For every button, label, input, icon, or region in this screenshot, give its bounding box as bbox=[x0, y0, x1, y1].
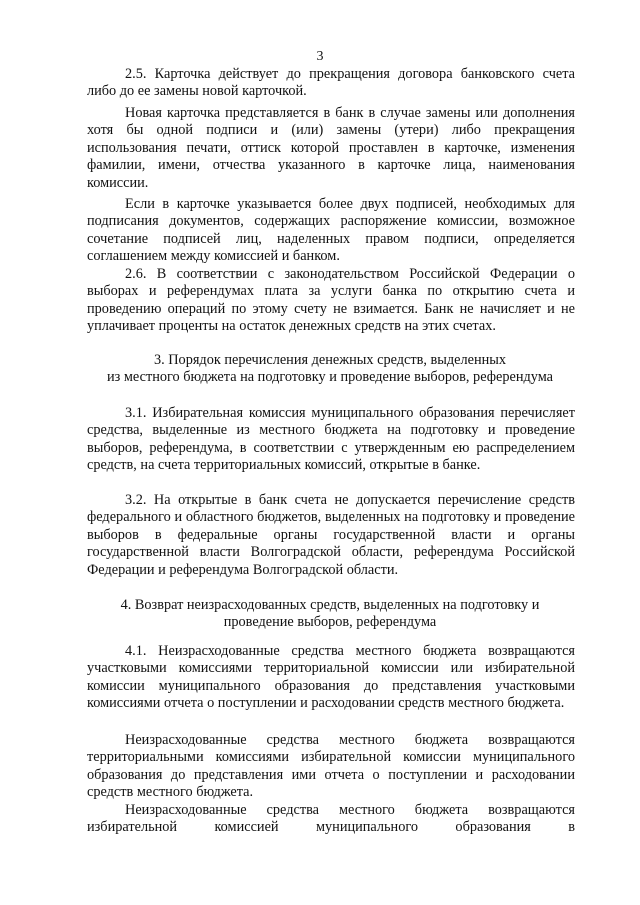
section-3-heading bbox=[80, 352, 580, 387]
paragraph-last-line2: избирательной комиссией муниципального образования в bbox=[87, 819, 575, 835]
section-4-heading-line1: 4. Возврат неизрасходованных средств, выделенных на подготовку и bbox=[120, 597, 540, 613]
paragraph-signatures: Если в карточке указывается более двух подписей, необходимых для подписания документов, содержащих распоряжение комиссии, возможное сочетание подписей лиц, наделенных правом подписи, определяется соглашением между комиссией и банком. bbox=[87, 196, 575, 265]
section-4-heading-line2: проведение выборов, референдума bbox=[223, 614, 437, 631]
section-3-heading-line1: 3. Порядок перечисления денежных средств, выделенных bbox=[153, 352, 507, 368]
paragraph-new-card: Новая карточка представляется в банк в случае замены или дополнения хотя бы одной подписи и (или) замены (утери) либо прекращения использования печати, оттиск которой проставлен в карточке, изменения фамилии, имени, отчества указанного в карточке лица, наименования комиссии. bbox=[87, 105, 575, 191]
paragraph-2-5: 2.5. Карточка действует до прекращения договора банковского счета либо до ее замены новой карточкой. bbox=[87, 66, 575, 100]
paragraph-territorial: Неизрасходованные средства местного бюджета возвращаются территориальными комиссиями избирательной комиссии муниципального образования до представления ими отчета о поступлении и расходовании средств местного бюджета. bbox=[87, 732, 575, 801]
section-3-heading-line2: из местного бюджета на подготовку и проведение выборов, референдума bbox=[106, 369, 554, 386]
paragraph-last-line1: Неизрасходованные средства местного бюджета возвращаются bbox=[125, 802, 575, 818]
paragraph-3-1: 3.1. Избирательная комиссия муниципального образования перечисляет средства, выделенные из местного бюджета на подготовку и проведение выборов, референдума, в соответствии с утвержденным ею распределением средств, на счета территориальных комиссий, открытые в банке. bbox=[87, 405, 575, 474]
paragraph-2-6: 2.6. В соответствии с законодательством Российской Федерации о выборах и референдумах плата за услуги банка по открытию счета и проведению операций по этому счету не взимается. Банк не начисляет и не уплачивает проценты на остаток денежных средств на этих счетах. bbox=[87, 266, 575, 335]
paragraph-3-2: 3.2. На открытые в банк счета не допускается перечисление средств федерального и областного бюджетов, выделенных на подготовку и проведение выборов в федеральные органы государственной власти и органы государственной власти Волгоградской области, референдума Российской Федерации и референдума Волгоградской области. bbox=[87, 492, 575, 578]
page-number: 3 bbox=[316, 49, 324, 64]
section-4-heading bbox=[80, 597, 580, 632]
paragraph-4-1: 4.1. Неизрасходованные средства местного бюджета возвращаются участковыми комиссиями территориальной комиссии или избирательной комиссии муниципального образования до представления участковыми комиссиями отчета о поступлении и расходовании средств местного бюджета. bbox=[87, 643, 575, 712]
